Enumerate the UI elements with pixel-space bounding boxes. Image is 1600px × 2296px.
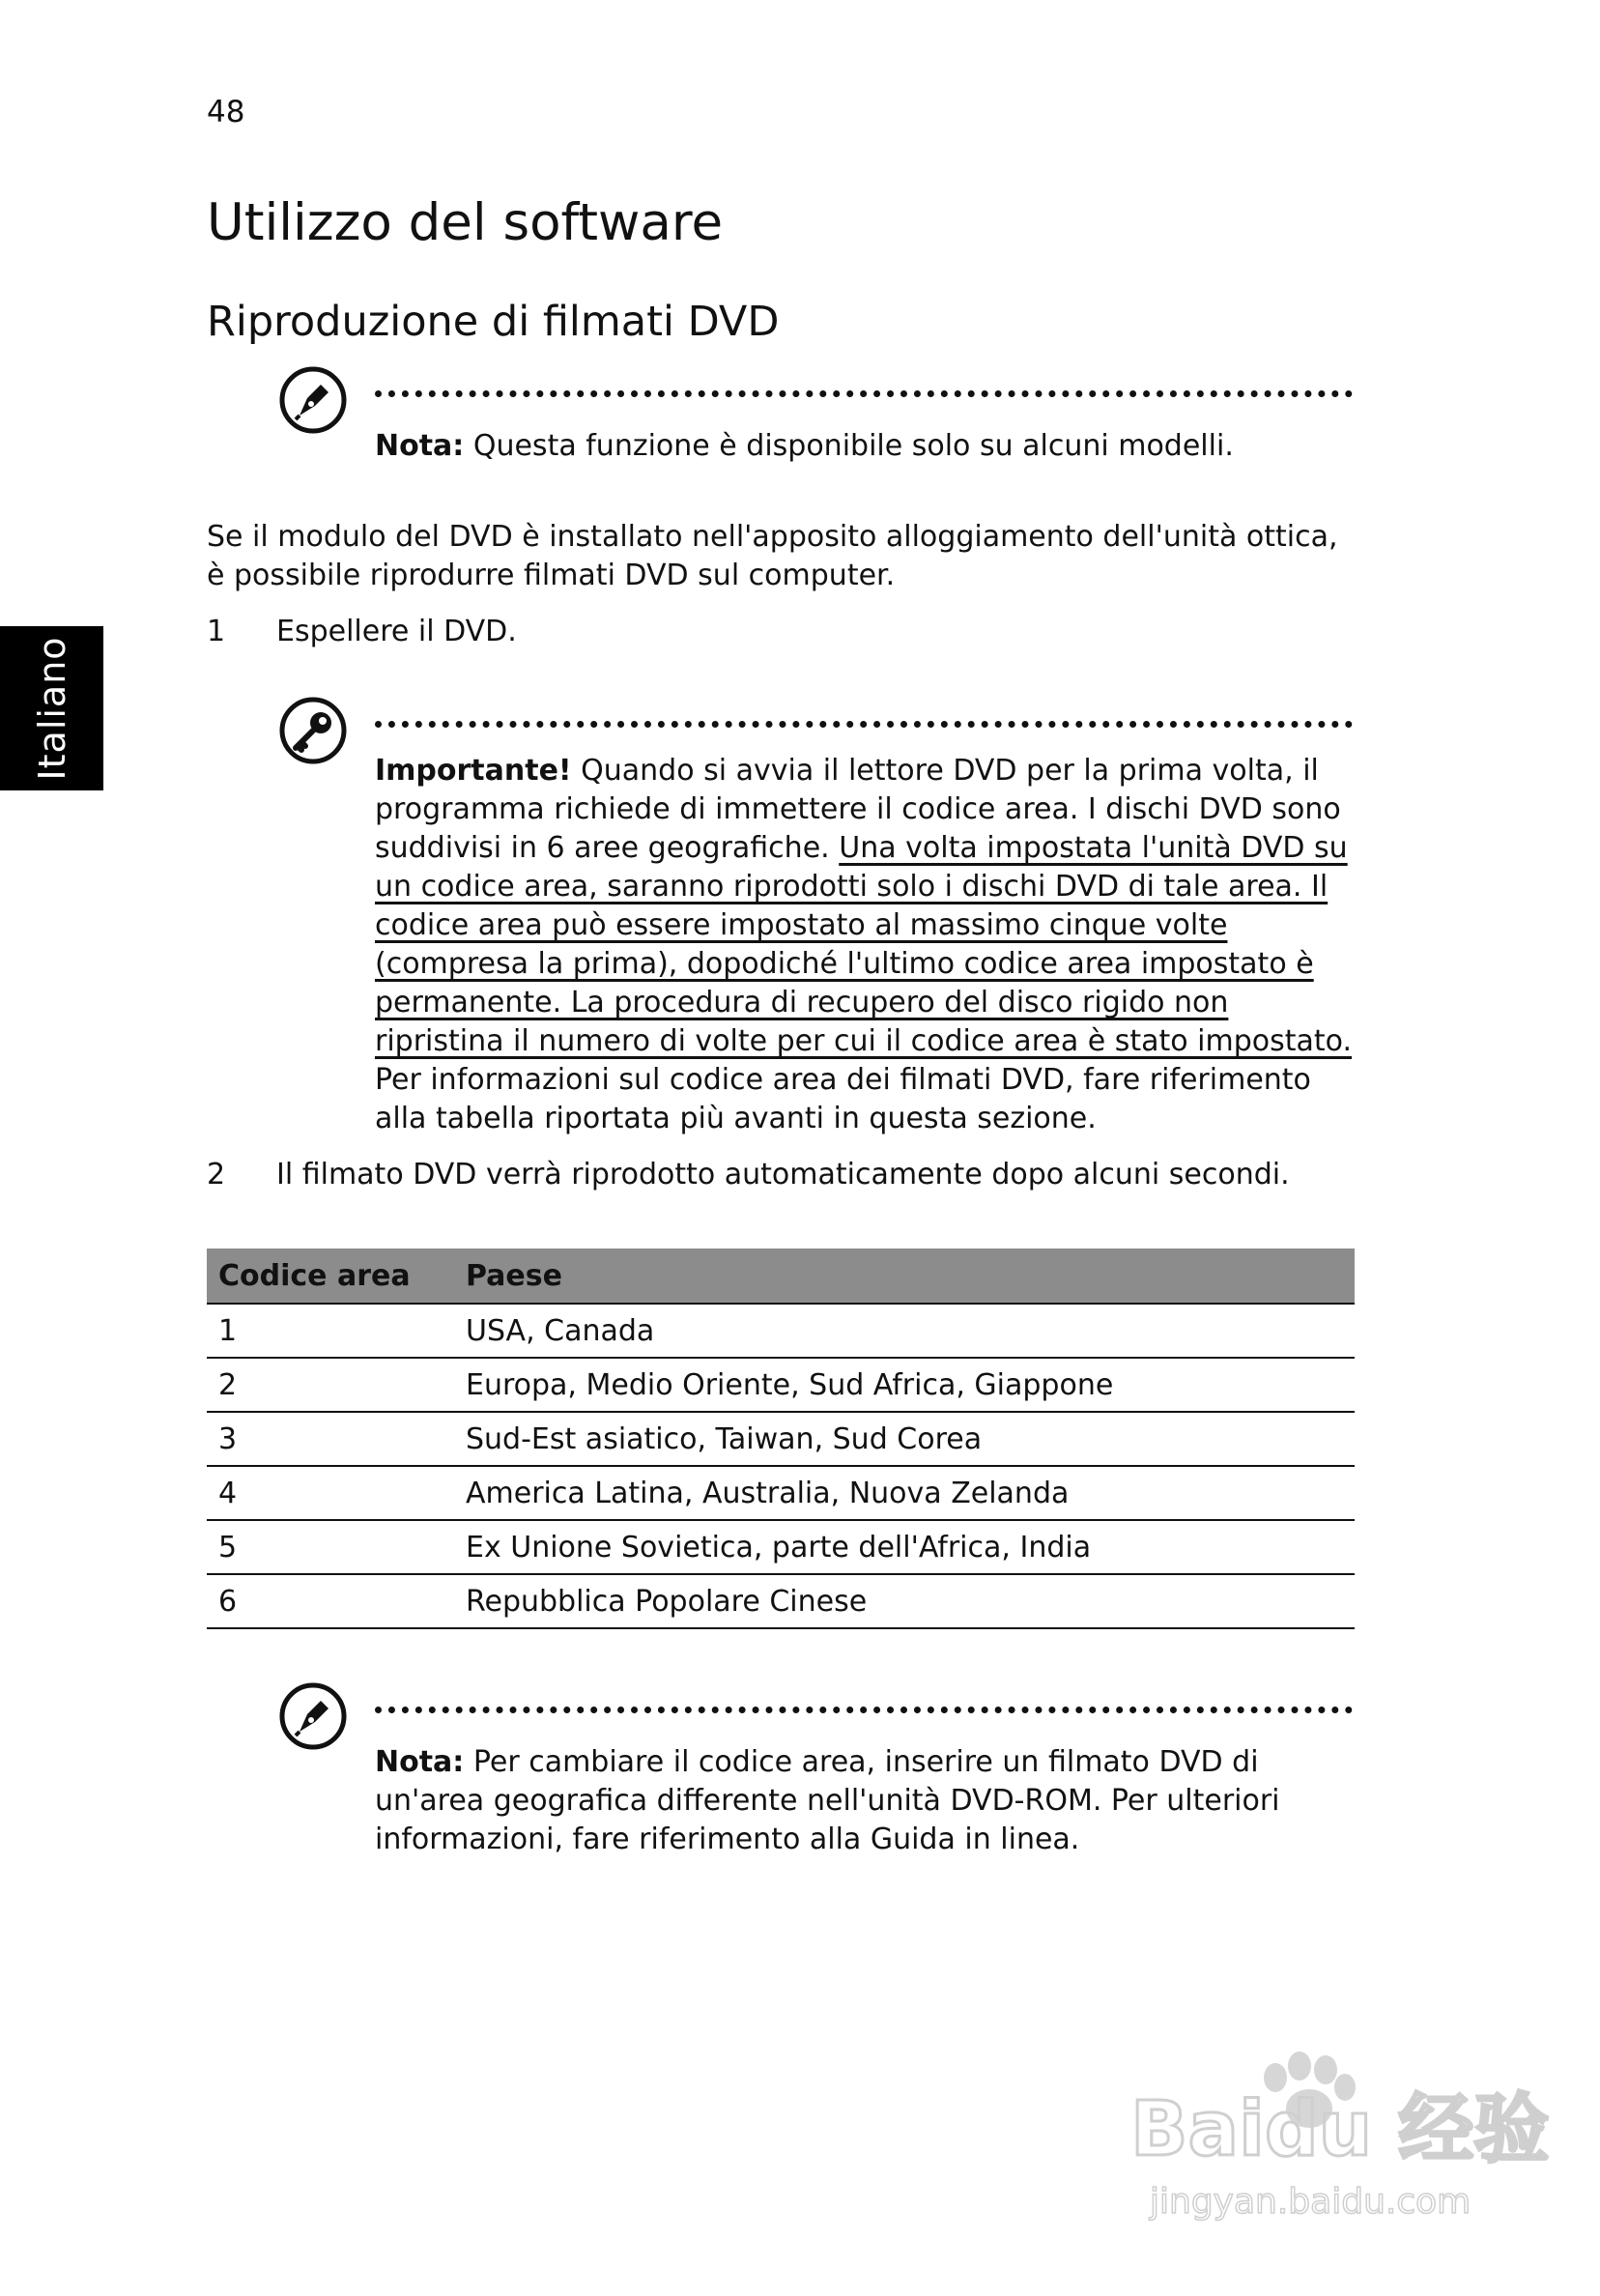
page-title: Utilizzo del software [207, 193, 724, 252]
region-code: 2 [207, 1358, 454, 1412]
watermark-brand: Baidu 经验 [1130, 2086, 1550, 2173]
page-number: 48 [207, 95, 245, 129]
region-code: 1 [207, 1304, 454, 1358]
region-countries: Europa, Medio Oriente, Sud Africa, Giappone [454, 1358, 1355, 1412]
column-header-country: Paese [454, 1248, 1355, 1304]
important-body-start: Quando si avvia il lettore DVD per la prima volta, il programma richiede di immettere il codice area. I dischi DVD sono suddivisi in 6 aree geografiche. [375, 754, 1341, 865]
important-underlined-text: Una volta impostata l'unità DVD su un codice area, saranno riprodotti solo i dischi DVD di tale area. Il codice area può essere impostato al massimo cinque volte (compresa la prima), dopodiché l'ultimo codice area impostato è permanente. La procedura di recupero del disco rigido non ripristina il numero di volte per cui il codice area è stato impostato. [375, 831, 1353, 1058]
note-body: Per cambiare il codice area, inserire un filmato DVD di un'area geografica differente nell'unità DVD-ROM. Per ulteriori informazioni, fare riferimento alla Guida in linea. [375, 1745, 1280, 1856]
region-countries: Repubblica Popolare Cinese [454, 1574, 1355, 1628]
table-row [207, 1304, 1355, 1358]
region-countries: USA, Canada [454, 1304, 1355, 1358]
important-divider [375, 721, 1353, 728]
language-label: Italiano [30, 636, 73, 781]
important-callout [271, 696, 1353, 1160]
region-code-table [207, 1248, 1355, 1629]
pen-note-icon [278, 1681, 348, 1751]
baidu-watermark [1121, 2039, 1550, 2232]
table-header-row [207, 1248, 1355, 1304]
step-number: 1 [207, 615, 226, 648]
note-label: Nota: [375, 1745, 465, 1779]
watermark-url: jingyan.baidu.com [1150, 2182, 1471, 2222]
region-countries: Sud-Est asiatico, Taiwan, Sud Corea [454, 1412, 1355, 1466]
table-row [207, 1520, 1355, 1574]
note-divider [375, 1707, 1353, 1713]
region-countries: Ex Unione Sovietica, parte dell'Africa, India [454, 1520, 1355, 1574]
important-label: Importante! [375, 754, 572, 788]
region-code: 6 [207, 1574, 454, 1628]
note-callout [271, 365, 1353, 481]
table-row [207, 1412, 1355, 1466]
section-title: Riproduzione di filmati DVD [207, 298, 780, 346]
region-code: 3 [207, 1412, 454, 1466]
region-code: 4 [207, 1466, 454, 1520]
column-header-code: Codice area [207, 1248, 454, 1304]
note-divider [375, 390, 1353, 397]
important-body-end: Per informazioni sul codice area dei filmati DVD, fare riferimento alla tabella riportata più avanti in questa sezione. [375, 1063, 1311, 1135]
region-countries: America Latina, Australia, Nuova Zelanda [454, 1466, 1355, 1520]
step-text: Il filmato DVD verrà riprodotto automaticamente dopo alcuni secondi. [276, 1158, 1290, 1191]
intro-paragraph: Se il modulo del DVD è installato nell'apposito alloggiamento dell'unità ottica, è possibile riprodurre filmati DVD sul computer. [207, 520, 1338, 592]
note-label: Nota: [375, 429, 465, 463]
note-callout [271, 1681, 1353, 1875]
table-row [207, 1574, 1355, 1628]
step-number: 2 [207, 1158, 226, 1191]
note-body: Questa funzione è disponibile solo su alcuni modelli. [464, 429, 1234, 463]
step-text: Espellere il DVD. [276, 615, 517, 648]
note-text [375, 1743, 1353, 1859]
important-text [375, 752, 1353, 1138]
table-row [207, 1466, 1355, 1520]
pen-note-icon [278, 365, 348, 435]
language-side-tab [0, 626, 103, 790]
note-text [375, 427, 1353, 466]
baidu-paw-logo [1121, 2039, 1550, 2232]
key-important-icon [278, 696, 348, 765]
region-code: 5 [207, 1520, 454, 1574]
table-row [207, 1358, 1355, 1412]
